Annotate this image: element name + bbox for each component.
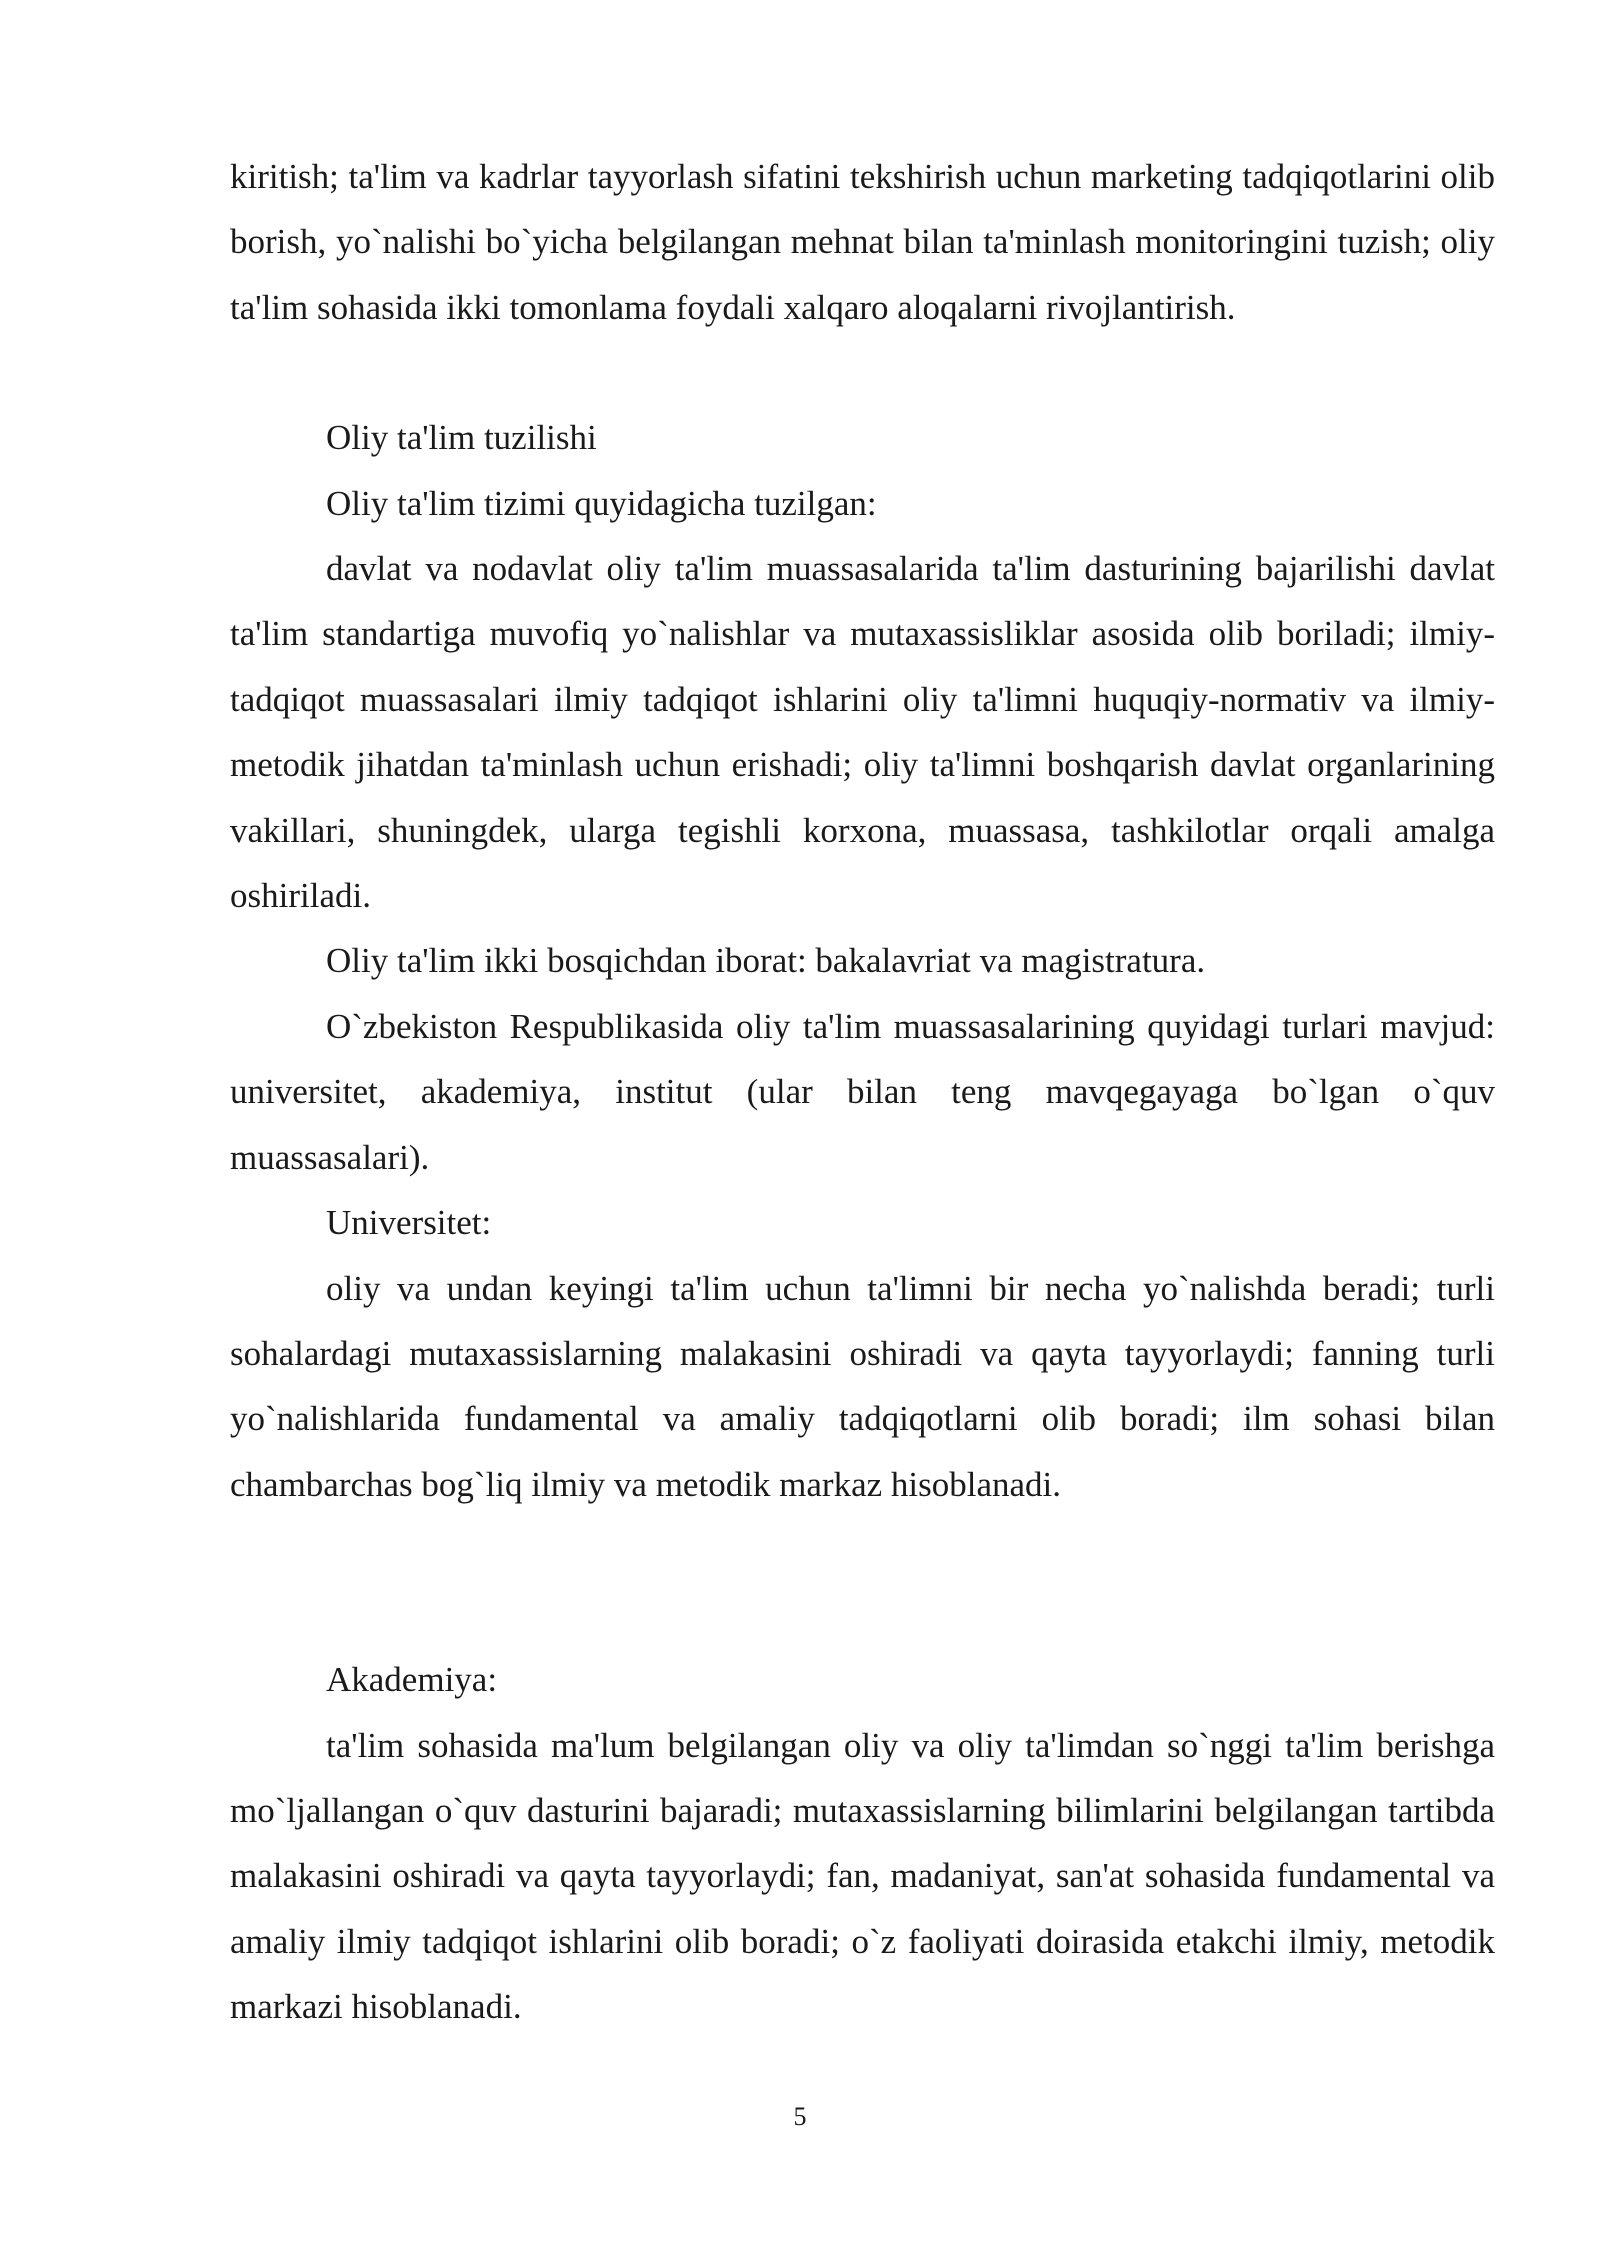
page-number: 5 — [793, 2102, 807, 2131]
paragraph-university-description: oliy va undan keyingi ta'lim uchun ta'limni bir necha yo`nalishda beradi; turli sohalardagi mutaxassislarning malakasini oshiradi va qayta tayyorlaydi; fanning turli yo`nalishlarida fundamental va amaliy tadqiqotlarni olib boradi; ilm sohasi bilan chambarchas bog`liq ilmiy va metodik markaz hisoblanadi. — [230, 1268, 1495, 1504]
paragraph-goals-continuation: kiritish; ta'lim va kadrlar tayyorlash sifatini tekshirish uchun marketing tadqiqotlarini olib borish, yo`nalishi bo`yicha belgilangan mehnat bilan ta'minlash monitoringini tuzish; oliy ta'lim sohasida ikki tomonlama foydali xalqaro aloqalarni rivojlantirish. — [230, 157, 1495, 327]
paragraph-academy-description: ta'lim sohasida ma'lum belgilangan oliy va oliy ta'limdan so`nggi ta'lim berishga mo`ljallangan o`quv dasturini bajaradi; mutaxassislarning bilimlarini belgilangan tartibda malakasini oshiradi va qayta tayyorlaydi; fan, madaniyat, san'at sohasida fundamental va amaliy ilmiy tadqiqot ishlarini olib boradi; o`z faoliyati doirasida etakchi ilmiy, metodik markazi hisoblanadi. — [230, 1725, 1495, 2027]
paragraph-institution-types: O`zbekiston Respublikasida oliy ta'lim muassasalarining quyidagi turlari mavjud: universitet, akademiya, institut (ular bilan teng mavqegayaga bo`lgan o`quv muassasalari). — [230, 1006, 1495, 1177]
section-heading-academy: Akademiya: — [326, 1660, 498, 1700]
paragraph-system-description: davlat va nodavlat oliy ta'lim muassasalarida ta'lim dasturining bajarilishi davlat ta'lim standartiga muvofiq yo`nalishlar va mutaxassisliklar asosida olib boriladi; ilmiy-tadqiqot muassasalari ilmiy tadqiqot ishlarini oliy ta'limni huquqiy-normativ va ilmiy-metodik jihatdan ta'minlash uchun erishadi; oliy ta'limni boshqarish davlat organlarining vakillari, shuningdek, ularga tegishli korxona, muassasa, tashkilotlar orqali amalga oshiriladi. — [230, 549, 1495, 916]
page-body — [230, 144, 1495, 2040]
section-heading-university: Universitet: — [326, 1203, 492, 1243]
paragraph-two-stages: Oliy ta'lim ikki bosqichdan iborat: bakalavriat va magistratura. — [326, 941, 1206, 981]
paragraph-system-intro: Oliy ta'lim tizimi quyidagicha tuzilgan: — [326, 483, 877, 523]
section-heading-structure: Oliy ta'lim tuzilishi — [326, 418, 597, 458]
